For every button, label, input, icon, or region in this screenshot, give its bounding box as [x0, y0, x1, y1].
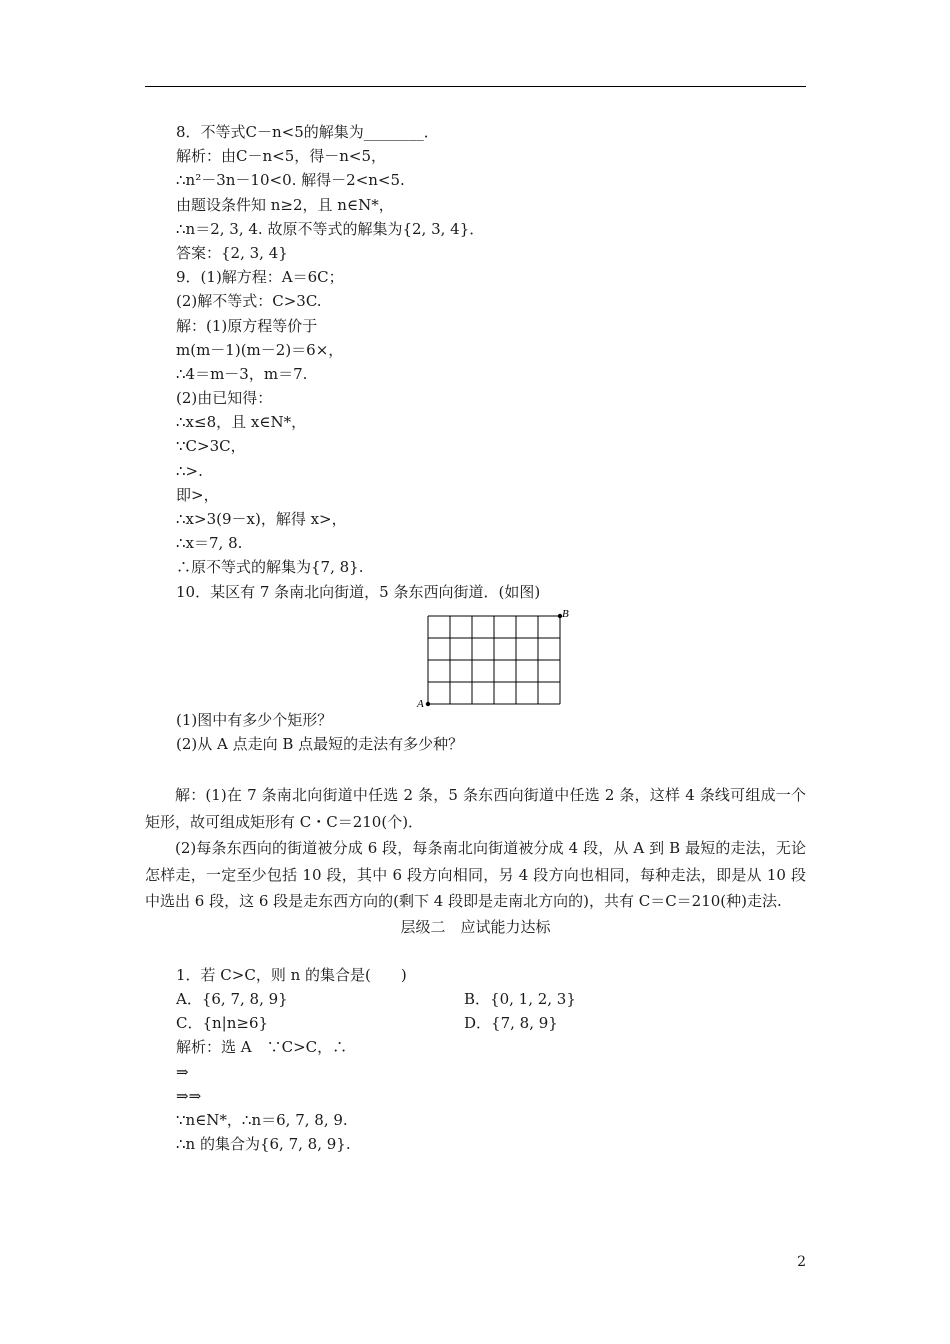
q9-solution-2: m(m－1)(m－2)＝6×，	[176, 340, 344, 359]
p1-options-row-2	[176, 1011, 806, 1035]
q9-solution-3: ∴4＝m－3，m＝7.	[176, 364, 308, 383]
q9-question-2: (2)解不等式：C>3C.	[176, 292, 322, 311]
p1-option-d: D．{7, 8, 9}	[464, 1014, 558, 1033]
header-rule	[145, 86, 806, 87]
q9-solution-7: ∴>.	[176, 461, 203, 480]
street-grid-diagram	[408, 608, 568, 708]
p1-solution-5: ∴n 的集合为{6, 7, 8, 9}.	[176, 1135, 351, 1154]
q9-solution-11: ∴原不等式的解集为{7, 8}.	[176, 558, 364, 577]
q10-solution-1: 解：(1)在 7 条南北向街道中任选 2 条，5 条东西向街道中任选 2 条，这样 4 条线可组成一个矩形，故可组成矩形有 C・C＝210(个)．	[145, 786, 806, 831]
q8-line-4: ∴n＝2, 3, 4. 故原不等式的解集为{2, 3, 4}．	[176, 219, 485, 238]
label-b: B	[562, 607, 569, 620]
q8-question: 8．不等式C－n<5的解集为________．	[176, 123, 439, 141]
q9-solution-9: ∴x>3(9－x)，解得 x>，	[176, 510, 347, 528]
q9-solution-4: (2)由已知得：	[176, 389, 273, 408]
q10-sub-1: (1)图中有多少个矩形？	[176, 710, 333, 729]
section-title: 层级二 应试能力达标	[400, 917, 551, 936]
q9-solution-8: 即>，	[176, 485, 219, 504]
q10-solution-2: (2)每条东西向的街道被分成 6 段，每条南北向街道被分成 4 段，从 A 到 B 最短的走法，无论怎样走，一定至少包括 10 段，其中 6 段方向相同，另 4 段方向也相同，每种走法，即是从 10 段中选出 6 段，这 6 段是走东西方向的(剩下 4 段即是走南北方向的)，共有 C＝C＝210(种)走法.	[145, 839, 806, 911]
p1-options-row-1	[176, 987, 806, 1011]
q9-solution-10: ∴x＝7, 8.	[176, 534, 243, 553]
p1-solution-2: ⇒	[176, 1062, 189, 1081]
p1-option-c: C．{n|n≥6}	[176, 1014, 269, 1033]
p1-question: 1．若 C>C，则 n 的集合是( )	[176, 965, 407, 984]
q10-question: 10．某区有 7 条南北向街道，5 条东西向街道．(如图)	[176, 582, 541, 601]
q9-solution-6: ∵C>3C，	[176, 437, 246, 456]
q8-line-2: ∴n²－3n－10<0. 解得－2<n<5.	[176, 171, 405, 190]
page-number: 2	[797, 1254, 806, 1270]
q8-line-1: 解析：由C－n<5，得－n<5，	[176, 147, 387, 166]
point-a-dot	[426, 702, 430, 706]
p1-solution-1: 解析：选 A ∵C>C，∴	[176, 1038, 348, 1057]
q9-solution-1: 解：(1)原方程等价于	[176, 316, 318, 335]
q8-line-3: 由题设条件知 n≥2，且 n∈N*，	[176, 195, 394, 214]
page-content	[145, 120, 806, 1156]
street-grid-figure	[176, 608, 806, 708]
p1-solution-4: ∵n∈N*，∴n＝6, 7, 8, 9.	[176, 1110, 348, 1129]
q9-solution-5: ∴x≤8，且 x∈N*，	[176, 413, 307, 432]
label-a: A	[417, 697, 424, 710]
q8-answer: 答案：{2, 3, 4}	[176, 243, 288, 262]
q10-sub-2: (2)从 A 点走向 B 点最短的走法有多少种？	[176, 734, 464, 753]
p1-solution-3: ⇒⇒	[176, 1086, 202, 1105]
q9-question-1: 9．(1)解方程：A＝6C；	[176, 268, 344, 287]
p1-option-a: A．{6, 7, 8, 9}	[176, 990, 288, 1008]
p1-option-b: B．{0, 1, 2, 3}	[464, 990, 576, 1008]
grid-lines	[428, 616, 560, 704]
